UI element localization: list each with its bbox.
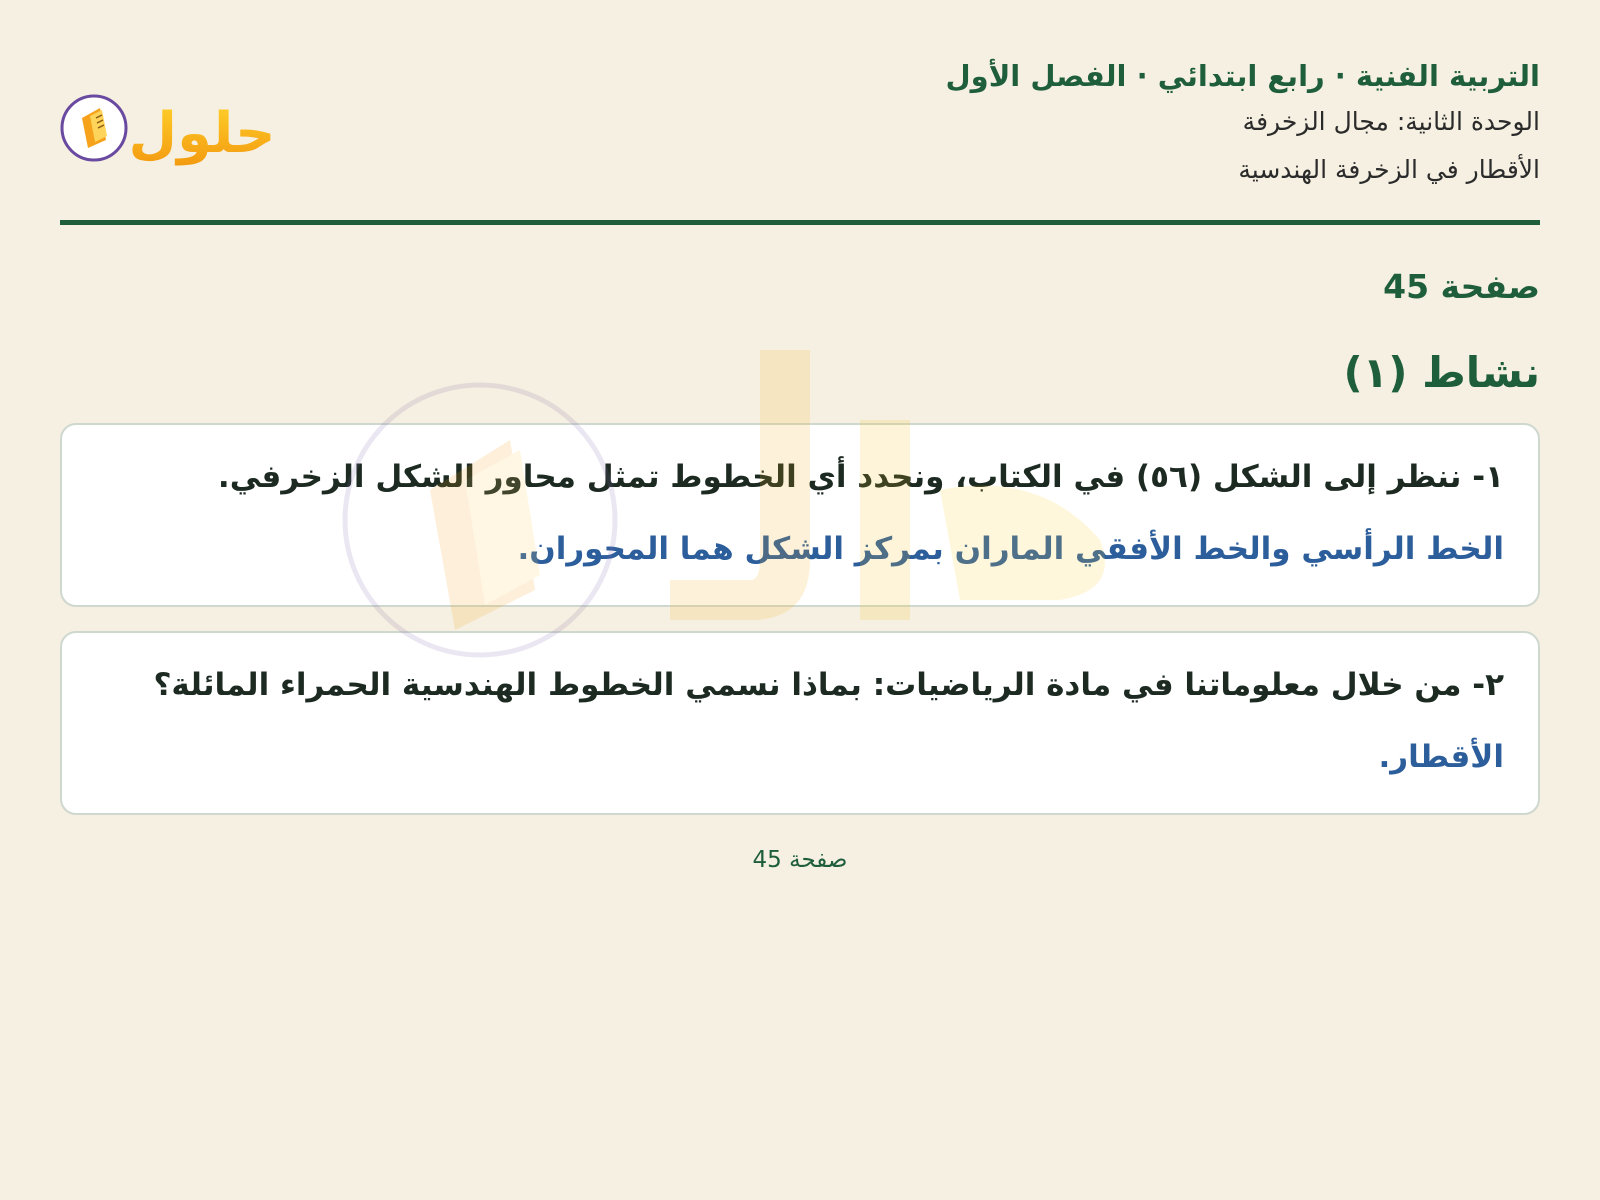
course-title: التربية الفنية · رابع ابتدائي · الفصل الأول <box>945 59 1540 93</box>
question-card-2 <box>60 631 1540 815</box>
question-text: ١- ننظر إلى الشكل (٥٦) في الكتاب، ونحدد أي الخطوط تمثل محاور الشكل الزخرفي. <box>217 459 1504 495</box>
question-card-1 <box>60 423 1540 607</box>
footer-page-number: صفحة 45 <box>752 847 848 873</box>
logo-text: حلول <box>128 101 276 166</box>
activity-heading: نشاط (١) <box>1343 348 1540 397</box>
book-icon <box>62 96 126 160</box>
page <box>60 40 1540 873</box>
answer-text: الخط الرأسي والخط الأفقي الماران بمركز الشكل هما المحوران. <box>517 531 1504 567</box>
page-heading: صفحة 45 <box>1383 267 1540 306</box>
page-header <box>60 40 1540 225</box>
header-text <box>946 54 1541 194</box>
unit-title: الوحدة الثانية: مجال الزخرفة <box>1242 107 1540 136</box>
answer-text: الأقطار. <box>1378 739 1504 775</box>
question-text: ٢- من خلال معلوماتنا في مادة الرياضيات: بماذا نسمي الخطوط الهندسية الحمراء المائلة؟ <box>153 667 1504 703</box>
lesson-title: الأقطار في الزخرفة الهندسية <box>1238 155 1540 184</box>
hulul-logo <box>60 82 280 172</box>
